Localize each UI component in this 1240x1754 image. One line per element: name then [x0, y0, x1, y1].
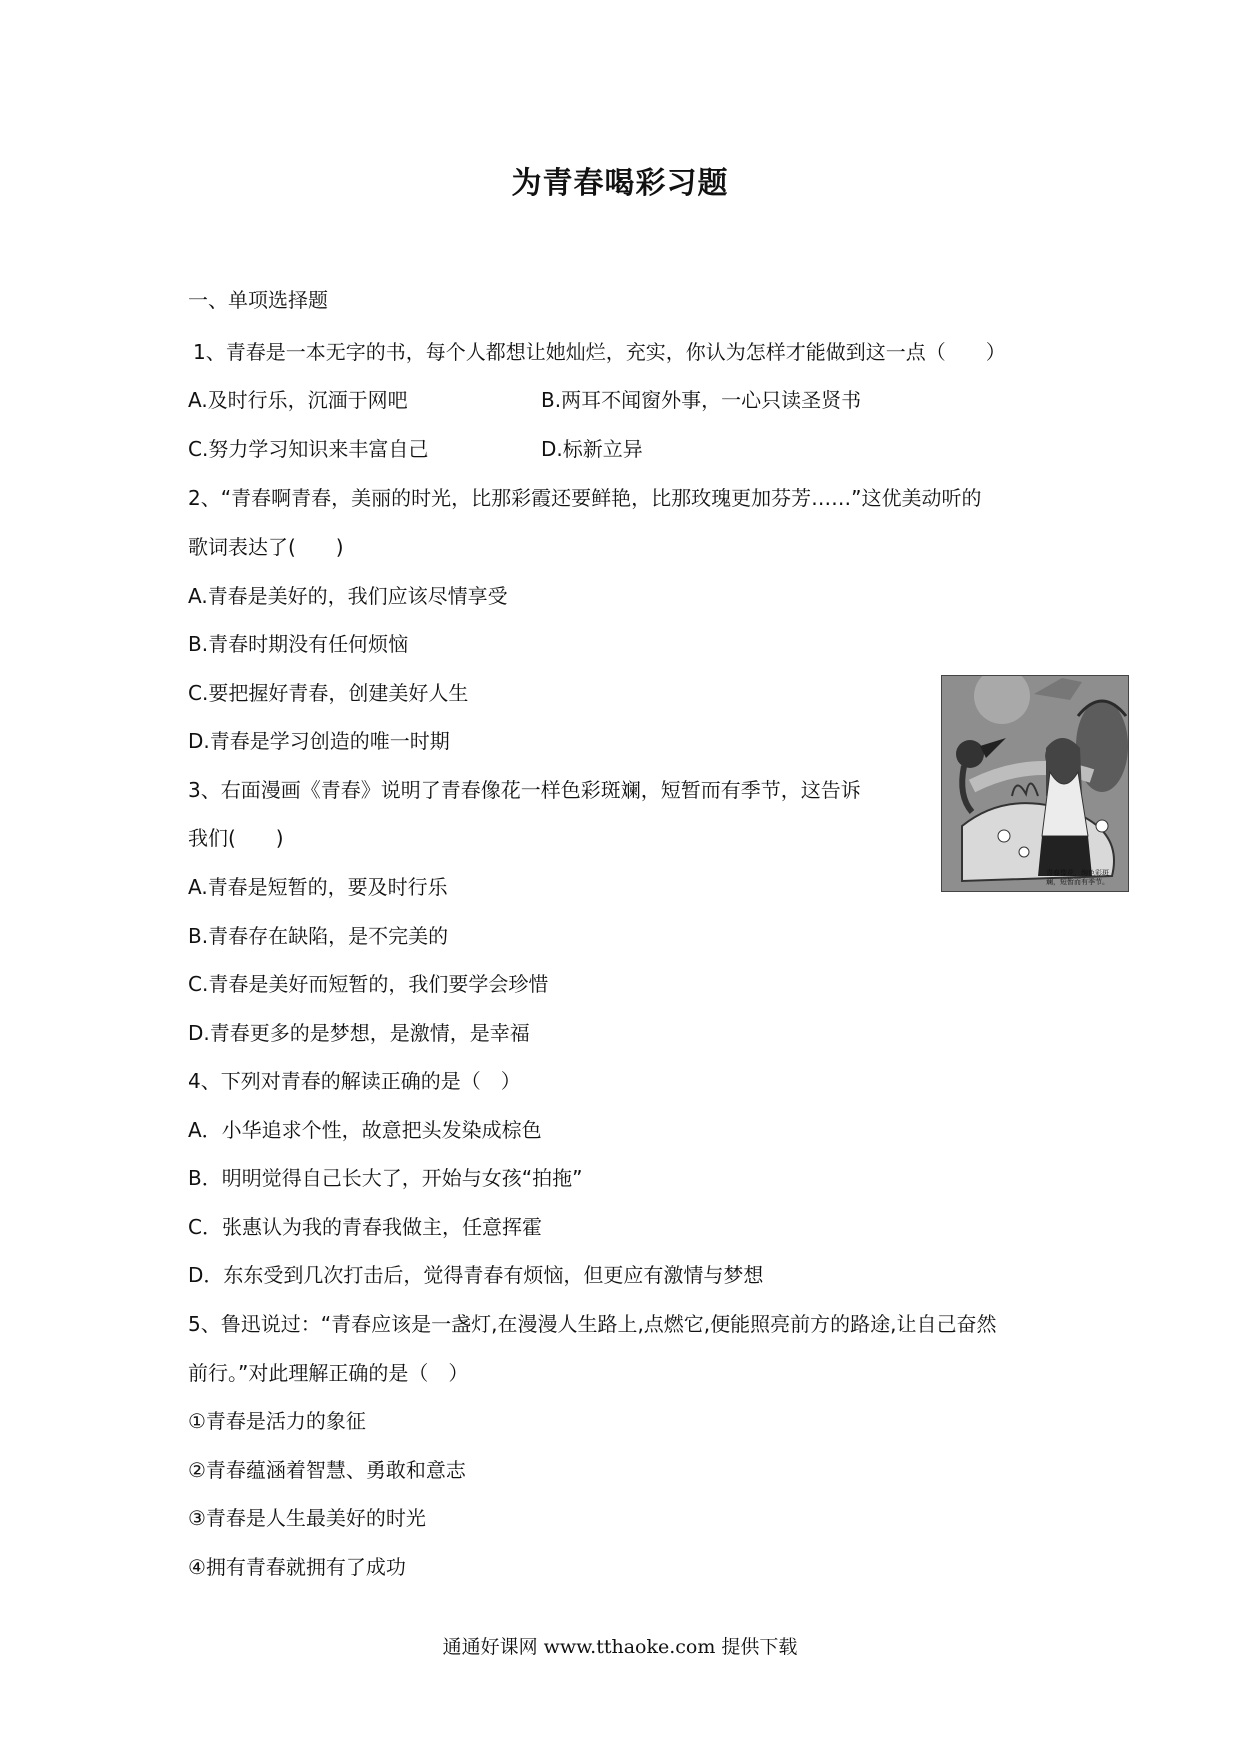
youth-cartoon-figure [941, 675, 1129, 892]
question-3-option-d: D.青春更多的是梦想，是激情，是幸福 [188, 1021, 530, 1045]
figure-caption: 青春像花，绚色彩斑斓，短暂而有季节。 [1046, 869, 1109, 886]
page-title: 为青春喝彩习题 [511, 166, 729, 201]
question-5-option-3: ③青春是人生最美好的时光 [188, 1506, 426, 1530]
footer-source: 通通好课网 www.tthaoke.com 提供下载 [442, 1636, 798, 1658]
question-3-stem-line-1: 3、右面漫画《青春》说明了青春像花一样色彩斑斓，短暂而有季节，这告诉 [188, 778, 861, 802]
question-5-option-4: ④拥有青春就拥有了成功 [188, 1555, 406, 1579]
question-3-option-c: C.青春是美好而短暂的，我们要学会珍惜 [188, 972, 549, 996]
question-1-option-a: A.及时行乐，沉湎于网吧 [188, 388, 408, 412]
question-5-option-2: ②青春蕴涵着智慧、勇敢和意志 [188, 1458, 466, 1482]
question-1-stem: 1、青春是一本无字的书，每个人都想让她灿烂，充实，你认为怎样才能做到这一点（ ） [193, 340, 1006, 364]
question-3-option-a: A.青春是短暂的，要及时行乐 [188, 875, 448, 899]
question-2-option-c: C.要把握好青春，创建美好人生 [188, 681, 469, 705]
question-4-stem: 4、下列对青春的解读正确的是（ ） [188, 1069, 521, 1093]
question-5-stem-line-2: 前行。”对此理解正确的是（ ） [188, 1361, 469, 1385]
question-5-stem-line-1: 5、鲁迅说过：“青春应该是一盏灯,在漫漫人生路上,点燃它,便能照亮前方的路途,让自己奋然 [188, 1312, 997, 1336]
question-4-option-d: D．东东受到几次打击后，觉得青春有烦恼，但更应有激情与梦想 [188, 1263, 764, 1287]
question-2-option-d: D.青春是学习创造的唯一时期 [188, 729, 450, 753]
question-1-option-d: D.标新立异 [541, 437, 643, 461]
youth-cartoon-illustration [942, 676, 1128, 891]
question-2-option-b: B.青春时期没有任何烦恼 [188, 632, 409, 656]
question-3-option-b: B.青春存在缺陷，是不完美的 [188, 924, 449, 948]
question-5-option-1: ①青春是活力的象征 [188, 1409, 366, 1433]
question-2-stem-line-2: 歌词表达了( ) [188, 535, 344, 559]
section-heading: 一、单项选择题 [188, 288, 328, 312]
question-2-stem-line-1: 2、“青春啊青春，美丽的时光，比那彩霞还要鲜艳，比那玫瑰更加芬芳……”这优美动听的 [188, 486, 982, 510]
question-4-option-a: A．小华追求个性，故意把头发染成棕色 [188, 1118, 542, 1142]
question-2-option-a: A.青春是美好的，我们应该尽情享受 [188, 584, 508, 608]
question-1-option-c: C.努力学习知识来丰富自己 [188, 437, 429, 461]
question-1-option-b: B.两耳不闻窗外事，一心只读圣贤书 [541, 388, 862, 412]
question-4-option-c: C．张惠认为我的青春我做主，任意挥霍 [188, 1215, 542, 1239]
question-4-option-b: B．明明觉得自己长大了，开始与女孩“拍拖” [188, 1166, 583, 1190]
question-3-stem-line-2: 我们( ) [188, 826, 284, 850]
